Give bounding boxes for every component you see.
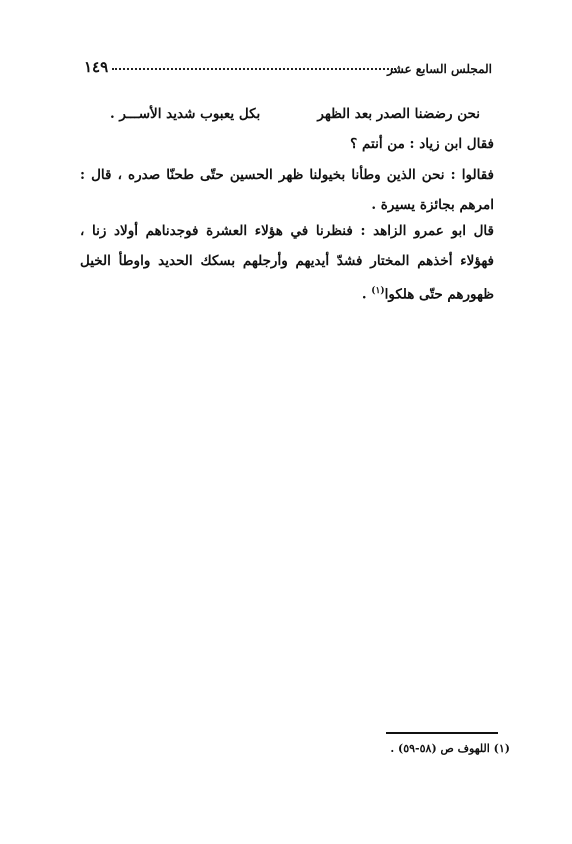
page-number: ١٤٩ [84, 58, 109, 76]
footnote-separator [386, 732, 498, 734]
paragraph-abu-amr [80, 216, 494, 310]
footnote: (١) اللهوف ص (٥٨-٥٩) . [390, 742, 510, 755]
footnote-marker: (١) [371, 286, 385, 296]
chapter-title: المجلس السابع عشر [387, 62, 492, 76]
header-dotted-leader [112, 68, 396, 70]
paragraph-end: . [361, 286, 372, 303]
verse-first-hemistich: نحن رضضنا الصدر بعد الظهر [317, 106, 480, 122]
verse-second-hemistich: بكل يعبوب شديد الأســـر . [110, 106, 261, 122]
poem-verse [110, 106, 480, 130]
paragraph-their-answer: فقالوا : نحن الذين وطأنا بخيولنا ظهر الحسين حتّى طحنّا صدره ، قال : امرهم بجائزة يسيرة . [80, 167, 494, 213]
page-header [84, 58, 492, 82]
paragraph-ibn-ziyad-question: فقال ابن زياد : من أنتم ؟ [350, 136, 494, 152]
paragraph-abu-amr-text: قال ابو عمرو الزاهد : فنظرنا في هؤلاء العشرة فوجدناهم أولاد زنا ، فهؤلاء أخذهم المختار فشدّ أيديهم وأرجلهم بسكك الحديد واوطأ الخيل ظهورهم حتّى هلكوا [80, 223, 494, 303]
